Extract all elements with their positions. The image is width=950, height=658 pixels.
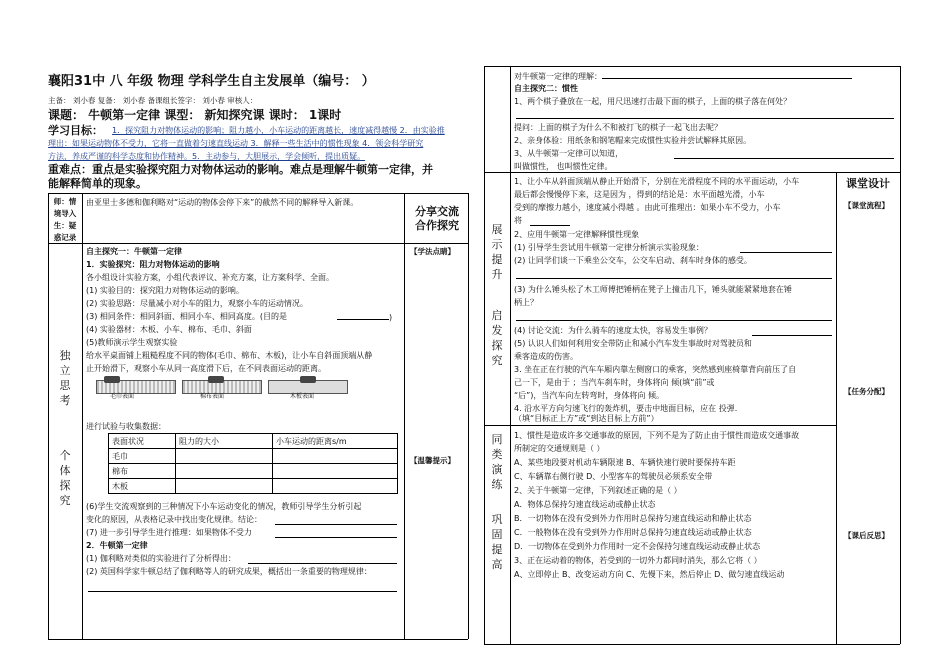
warm-tip: 【温馨提示】 (410, 456, 455, 465)
experience-line: 2、亲身体验：用纸条和钢笔帽来完成惯性实验并尝试解释其原因。 (514, 136, 752, 145)
show-line-14: 己一下，是由于 ；当汽车刹车时，身体将向 倾(填“前”或 (514, 378, 715, 387)
table-cell[interactable] (176, 479, 273, 494)
document-title: 襄阳31中 八 年级 物理 学科学生自主发展单（编号： ） (48, 74, 375, 89)
table-header: 表面状况 (109, 434, 176, 449)
cart-icon (104, 376, 120, 383)
towel-surface-label: 毛巾表面 (110, 393, 135, 400)
after-line-6: (2) 英国科学家牛顿总结了伽利略等人的研究成果，概括出一条重要的物理规律： (86, 567, 372, 576)
show-line-16: 4. 沿水平方向匀速飞行的轰炸机，要击中地面目标，应在 投弹. (514, 404, 738, 413)
inquiry-line-10: 止开始滑下，观察小车从同一高度滑下后，在不同表面运动的距离。 (86, 364, 326, 373)
table-cell: 毛巾 (109, 449, 176, 464)
newton-law-line: 3、从牛顿第一定律可以知道， (514, 149, 624, 158)
newton-law-blank[interactable] (88, 591, 397, 592)
after-line-1: (6)学生交流观察到的三种情况下小车运动变化的情况，教师引导学生分析引起 (86, 502, 362, 511)
practice-q3-options[interactable]: A、立即停止 B、改变运动方向 C、先慢下来，然后停止 D、做匀速直线运动 (514, 570, 785, 579)
inquiry-line-6: (3) 相同条件：相同斜面、相同小车、相同高度。(目的是 (86, 312, 287, 321)
inquiry2-heading: 自主探究二：惯性 (514, 84, 578, 93)
method-tip: 【学法点睛】 (410, 247, 455, 256)
cart-icon (300, 376, 316, 383)
show-line-17: （填“目标正上方”或“到达目标上方前”） (514, 414, 659, 423)
practice-q1: 1、惯性是造成许多交通事故的原因，下列不是为了防止由于惯性而造成交通事故 (514, 431, 800, 440)
table-row (109, 449, 398, 464)
show-line-6: (1) 引导学生尝试用牛顿第一定律分析演示实验现象： (514, 243, 704, 252)
share-header: 分享交流 合作探究 (415, 205, 459, 232)
after-line-4: 2．牛顿第一定律 (86, 541, 148, 550)
show-line-10: (4) 讨论交流：为什么骑车的速度太快，容易发生事例？ (514, 326, 712, 335)
inference-blank[interactable] (275, 537, 397, 538)
show-line-7: (2) 让同学们谈一下乘坐公交车，公交车启动、刹车时身体的感受。 (514, 256, 752, 265)
chess-why: 提问：上面的棋子为什么不和被打飞的棋子一起飞出去呢？ (514, 123, 722, 132)
side-label-practice: 同 类 演 练 (491, 433, 503, 491)
practice-q2-b[interactable]: B．一切物体在没有受到外力作用时总保持匀速直线运动和静止状态 (514, 514, 752, 523)
staff-line: 主备： 刘小春 复备： 刘小春 备课组长签字： 刘小春 审核人： (48, 96, 258, 105)
practice-q3: 3、正在运动着的物体，若受到的一切外力都同时消失，那么它将（ ） (514, 556, 762, 565)
table-header-row (109, 434, 398, 449)
show-line-15: “后”)，当汽车向左转弯时，身体将向 倾。 (514, 391, 664, 400)
purpose-blank[interactable]: ) (337, 310, 397, 324)
task-tip: 【任务分配】 (844, 387, 889, 396)
inertia-def-line: 叫做惯性， 也叫惯性定律。 (514, 162, 613, 171)
side-label-inspire: 启 发 探 究 (491, 309, 503, 367)
side-label-independent: 独 立 思 考 (59, 349, 71, 407)
speed-discussion-blank[interactable] (752, 335, 832, 336)
side-label-consolidate: 巩 固 提 高 (491, 513, 503, 571)
practice-q2: 2、关于牛顿第一定律，下列叙述正确的是（ ） (514, 486, 682, 495)
reflect-tip: 【课后反思】 (844, 531, 889, 540)
table-cell[interactable] (176, 449, 273, 464)
after-line-3: (7) 进一步引导学生进行推理：如果物体不受力 (86, 528, 252, 537)
practice-q2-a[interactable]: A．物体总保持匀速直线运动或静止状态 (514, 500, 656, 509)
show-line-3: 受到的摩擦力越小，速度减小得越 。由此可推理出：如果小车不受力，小车 (514, 203, 781, 212)
goals-label: 学习目标： (48, 124, 103, 137)
show-line-8: (3) 为什么锤头松了木工师傅把锤柄在凳子上撞击几下，锤头就能紧紧地套在锤 (514, 285, 792, 294)
chess-answer-blank[interactable] (516, 118, 894, 119)
intro-label: 师：情 境导入 生：疑 惑记录 (53, 197, 77, 242)
table-header: 小车运动的距离s/m (273, 434, 398, 449)
key-points-line-2: 能解释简单的现象。 (48, 177, 147, 190)
after-line-5: (1) 伽利略对类似的实验进行了分析得出： (86, 554, 236, 563)
newton-conclusion-blank[interactable] (674, 158, 894, 159)
chess-question: 1、两个棋子叠放在一起，用尺迅速打击最下面的棋子，上面的棋子落在何处？ (514, 97, 792, 106)
table-cell[interactable] (176, 464, 273, 479)
hammer-answer-blank[interactable] (516, 320, 832, 321)
inquiry-line-7: (4) 实验器材：木板、小车、棉布、毛巾、斜面 (86, 325, 252, 334)
show-line-4: 将 (514, 216, 522, 225)
inquiry-line-8: (5)教师演示学生观察实验 (86, 338, 178, 347)
data-table (108, 433, 398, 494)
bus-feeling-blank[interactable] (516, 278, 832, 279)
table-row (109, 479, 398, 494)
table-cell: 木板 (109, 479, 176, 494)
cotton-surface-label: 棉布表面 (200, 393, 225, 400)
lesson-line: 课题： 牛顿第一定律 课型： 新知探究课 课时： 1课时 (48, 108, 342, 122)
practice-q1-cd[interactable]: C、车辆靠右侧行驶 D、小型客车的驾驶员必须系安全带 (514, 472, 713, 481)
conclusion-blank[interactable] (275, 524, 397, 525)
show-line-5: 2、应用牛顿第一定律解释惯性现象 (514, 230, 640, 239)
inquiry-line-5: (2) 实验思路：尽量减小对小车的阻力，观察小车的运动情况。 (86, 299, 308, 308)
table-cell[interactable] (273, 464, 398, 479)
practice-q1-ab[interactable]: A、某些地段要对机动车辆限速 B、车辆快速行驶时要保持车距 (514, 458, 736, 467)
table-cell[interactable] (273, 479, 398, 494)
intro-text: 由亚里士多德和伽利略对“运动的物体会停下来”的截然不同的解释导入新课。 (86, 198, 359, 207)
inquiry-heading: 自主探究一：牛顿第一定律 (86, 247, 182, 256)
cart-icon (208, 376, 224, 383)
demo-analysis-blank[interactable] (740, 252, 832, 253)
inquiry-line-3: 各小组设计实验方案，小组代表评议、补充方案，让方案科学、全面。 (86, 273, 334, 282)
show-line-11: (5) 认识人们如何利用安全带防止和减小汽车发生事故时对驾驶员和 (514, 339, 752, 348)
show-line-1: 1、让小车从斜面顶端从静止开始滑下，分别在光滑程度不同的水平面运动，小车 (514, 177, 800, 186)
table-header: 阻力的大小 (176, 434, 273, 449)
goals-line-3: 方法，养成严谨的科学态度和协作精神。5．主动参与，大胆展示，学会倾听，提出质疑。 (48, 152, 366, 161)
goals-line-2: 理出：如果运动物体不受力，它将一直做着匀速直线运动 3．解释一些生活中的惯性现象 4．领会科学研究 (48, 139, 424, 148)
side-label-individual: 个 体 探 究 (59, 449, 71, 507)
table-row (109, 464, 398, 479)
show-line-13: 3. 坐在正在行驶的汽车车厢内靠左侧窗口的乘客，突然感到座椅靠背向前压了自 (514, 365, 797, 374)
practice-q2-d[interactable]: D．一切物体在受到外力作用时一定不会保持匀速直线运动或静止状态 (514, 542, 761, 551)
no-force-blank[interactable] (530, 225, 570, 226)
galileo-blank[interactable] (248, 563, 397, 564)
flow-tip: 【课堂流程】 (844, 201, 889, 210)
inquiry-line-9: 给水平桌面铺上粗糙程度不同的物体(毛巾、棉布、木板)，让小车自斜面顶端从静 (86, 351, 373, 360)
class-design-title: 课堂设计 (846, 177, 890, 190)
table-cell[interactable] (273, 449, 398, 464)
after-line-2: 变化的原因，从表格记录中找出变化规律。结论： (86, 515, 262, 524)
inquiry-line-4: (1) 实验目的：探究阻力对物体运动的影响。 (86, 286, 244, 295)
show-line-12: 乘客造成的伤害。 (514, 352, 578, 361)
board-surface-label: 木板表面 (290, 393, 315, 400)
key-points-line-1: 重难点：重点是实验探究阻力对物体运动的影响。难点是理解牛顿第一定律，并 (48, 163, 433, 176)
show-line-2: 最后都会慢慢停下来，这是因为 ，得到的结论是：水平面越光滑，小车 (514, 190, 765, 199)
inquiry-subheading: 1．实验探究：阻力对物体运动的影响 (86, 260, 220, 269)
side-label-show: 展 示 提 升 (491, 223, 503, 281)
practice-q1-cont: 所制定的交通规则是（ ） (514, 444, 605, 453)
practice-q2-c[interactable]: C．一般物体在没有受到外力作用时总保持匀速直线运动或静止状态 (514, 528, 752, 537)
table-cell: 棉布 (109, 464, 176, 479)
goals-line-1: 1．探究阻力对物体运动的影响；阻力越小，小车运动的距离越长，速度减得越慢 2．由实验推 (112, 126, 445, 135)
show-line-9: 柄上？ (514, 298, 538, 307)
record-label: 进行试验与收集数据： (86, 422, 166, 431)
understanding-line: 对牛顿第一定律的理解： (514, 69, 894, 83)
